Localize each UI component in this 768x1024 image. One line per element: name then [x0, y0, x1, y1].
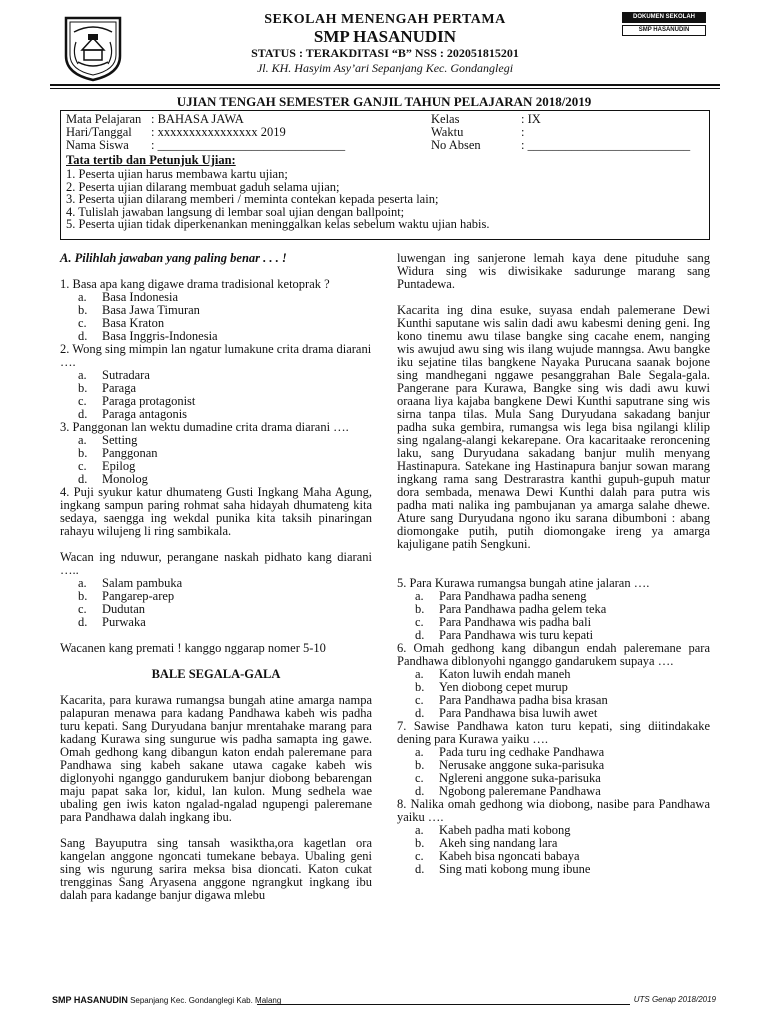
- option-letter: d.: [415, 862, 425, 876]
- option-text: Ngobong paleremane Pandhawa: [439, 784, 601, 798]
- question-2-options: [60, 369, 372, 421]
- header-divider: [50, 84, 720, 86]
- story-paragraph-2: Sang Bayuputra sing tansah wasiktha,ora kagetlan ora kangelan anggone ngoncati tumekane bebaya. Ubaling geni sing wis ngurung sarira meksa bisa dioncati. Katon cukat trengginas Sang Aryasena anggone ngrangkut ingkang ibu dalah para kadange banjur digawa mlebu: [60, 836, 372, 902]
- school-name: SMP HASANUDIN: [313, 27, 457, 46]
- option-letter: a.: [415, 823, 424, 837]
- option-letter: a.: [78, 290, 87, 304]
- footer-exam-code: UTS Genap 2018/2019: [633, 995, 716, 1004]
- question-5: 5. Para Kurawa rumangsa bungah atine jalaran ….: [397, 576, 650, 590]
- option-text: Basa Kraton: [102, 316, 165, 330]
- school-identity: [170, 12, 600, 75]
- option-text: Nerusake anggone suka-parisuka: [439, 758, 605, 772]
- option-letter: d.: [415, 706, 425, 720]
- rule-item: 1. Peserta ujian harus membawa kartu ujian;: [66, 167, 288, 181]
- student-info: [66, 113, 706, 152]
- option-letter: c.: [78, 602, 87, 616]
- option-text: Monolog: [102, 472, 148, 486]
- option-letter: c.: [415, 771, 424, 785]
- rules-list: [66, 168, 490, 231]
- option-text: Kabeh padha mati kobong: [439, 823, 571, 837]
- option-letter: d.: [78, 472, 88, 486]
- option-text: Dudutan: [102, 602, 146, 616]
- option-letter: c.: [415, 693, 424, 707]
- option-text: Para Pandhawa padha seneng: [439, 589, 587, 603]
- answer-option[interactable]: [60, 408, 372, 421]
- option-letter: b.: [415, 758, 425, 772]
- option-text: Para Pandhawa wis turu kepati: [439, 628, 594, 642]
- option-text: Setting: [102, 433, 138, 447]
- option-text: Panggonan: [102, 446, 158, 460]
- option-letter: a.: [415, 745, 424, 759]
- question-6-options: [397, 668, 710, 720]
- answer-option[interactable]: [60, 330, 372, 343]
- school-status: STATUS : TERAKDITASI “B” NSS : 202051815201: [251, 46, 519, 60]
- option-letter: a.: [415, 589, 424, 603]
- option-text: Paraga antagonis: [102, 407, 188, 421]
- option-text: Para Pandhawa padha gelem teka: [439, 602, 607, 616]
- option-text: Para Pandhawa padha bisa krasan: [439, 693, 608, 707]
- option-letter: b.: [415, 680, 425, 694]
- right-column: [397, 252, 710, 876]
- name-label: Nama Siswa: [66, 138, 129, 152]
- option-letter: a.: [78, 368, 87, 382]
- option-text: Basa Inggris-Indonesia: [102, 329, 218, 343]
- rule-item: 4. Tulislah jawaban langsung di lembar soal ujian dengan ballpoint;: [66, 204, 405, 219]
- date-label: Hari/Tanggal: [66, 125, 132, 139]
- question-4-passage: 4. Puji syukur katur dhumateng Gusti Ingkang Maha Agung, ingkang sampun paring rohmat saha hidayah dhumateng kita sedaya, saengga ing wekdal punika kita taksih pinaringan rahayu wilujeng li ring sambikala.: [60, 485, 372, 538]
- exam-title: UJIAN TENGAH SEMESTER GANJIL TAHUN PELAJARAN 2018/2019: [176, 94, 592, 109]
- question-6: 6. Omah gedhong kang dibangun endah paleremane para Pandhawa diblonyohi nganggo gandarukem supaya ….: [397, 641, 710, 668]
- option-letter: c.: [415, 615, 424, 629]
- absen-label: No Absen: [431, 138, 481, 152]
- option-text: Para Pandhawa wis padha bali: [439, 615, 592, 629]
- option-letter: c.: [415, 849, 424, 863]
- option-text: Pada turu ing cedhake Pandhawa: [439, 745, 605, 759]
- footer-school-name: SMP HASANUDIN: [52, 995, 128, 1005]
- question-4-options: [60, 577, 372, 629]
- rule-item: 2. Peserta ujian dilarang membuat gaduh selama ujian;: [66, 179, 340, 194]
- answer-option[interactable]: [397, 707, 710, 720]
- answer-option[interactable]: [60, 473, 372, 486]
- option-text: Akeh sing nandang lara: [439, 836, 558, 850]
- option-text: Katon luwih endah maneh: [439, 667, 571, 681]
- rules-title: Tata tertib dan Petunjuk Ujian:: [66, 153, 236, 167]
- school-emblem-icon: [60, 12, 126, 82]
- footer-school: [52, 995, 281, 1005]
- name-field[interactable]: : ______________________________: [151, 138, 346, 152]
- option-text: Salam pambuka: [102, 576, 183, 590]
- class-value: : IX: [521, 112, 541, 126]
- option-text: Sutradara: [102, 368, 150, 382]
- header-divider-thin: [50, 88, 720, 89]
- story-paragraph-4: Kacarita ing dina esuke, suyasa endah palemerane Dewi Kunthi saputane wis salin dadi awu kabesmi dening geni. Ing kono tinemu awu tilase bangke sing cacahe enem, nanging wis awujud awu sing wis ilang wujude manngsa. Awu bangke iku sejatine tilas bangkene Nayaka Purucana saanak bojone sing mandhegani nggawe pesanggrahan Bale Segala-gala. Pangerane para Kurawa, Bangke sing wis dadi awu kuwi oraana liya kajaba bangkene Dewi Kunthi saputrane sing wis sirna tanpa tilas. Mula Sang Duryudana sakadang banjur padha suka gembira, rumangsa wis lega bisa ngilangi klilip sing ngalang-alangi kekarepane. Ora kacaritaake reroncening laku, sang Duryudana sakadang banjur mulih menyang Hastinapura. Satekane ing Hastinapura banjur sowan marang ingkang rama sang Destrarastra kanthi gupuh-gupuh matur dora sembada, menawa Dewi Kunthi dalah para putra wis padha mati nalika ing pambujanan ya amarga salahe dhewe. Ature sang Duryudana ngono iku sarana dibumboni : abang diomongake putih, putih diomongake ireng ya amarga kajuligane patih Sengkuni.: [397, 303, 710, 551]
- option-text: Nglereni anggone suka-parisuka: [439, 771, 601, 785]
- option-letter: a.: [78, 433, 87, 447]
- option-letter: c.: [78, 316, 87, 330]
- answer-option[interactable]: [397, 863, 710, 876]
- option-letter: a.: [415, 667, 424, 681]
- option-text: Kabeh bisa ngoncati babaya: [439, 849, 580, 863]
- option-text: Purwaka: [102, 615, 146, 629]
- question-8-options: [397, 824, 710, 876]
- option-text: Yen diobong cepet murup: [439, 680, 568, 694]
- option-text: Paraga protagonist: [102, 394, 196, 408]
- option-letter: b.: [78, 589, 88, 603]
- answer-option[interactable]: [397, 785, 710, 798]
- question-3: 3. Panggonan lan wektu dumadine crita drama diarani ….: [60, 420, 349, 434]
- question-1: 1. Basa apa kang digawe drama tradisional ketoprak ?: [60, 277, 330, 291]
- rule-item: 5. Peserta ujian tidak diperkenankan meninggalkan kelas sebelum waktu ujian habis.: [66, 217, 490, 231]
- question-7-options: [397, 746, 710, 798]
- option-letter: d.: [78, 615, 88, 629]
- story-paragraph-1: Kacarita, para kurawa rumangsa bungah atine amarga nampa palapuran menawa para kadang Pandhawa kabeh wis padha turu kepati. Sang Duryudana banjur mrentahake marang para kadang Kurawa sing sungurue wis padha samapta ing gawe. Omah gedhong kang dibangun katon endah paleremane para Pandhawa sing kabeh sakane utawa cagake kabeh wis diglonyohi nganggo gandurukem banjur diobong bebarengan maju papat saka lor, kidul, lan kulon. Mung sedhela wae ubaling gen iwis katon ngalad-ngalad ngupengi paleremane para Pandhawa dalah ingkang ibu.: [60, 693, 372, 824]
- story-paragraph-3: luwengan ing sanjerone lemah kaya dene pituduhe sang Widura sing wis diwisikake sadurunge marang sang Puntadewa.: [397, 251, 710, 291]
- option-text: Sing mati kobong mung ibune: [439, 862, 591, 876]
- question-7: 7. Sawise Pandhawa katon turu kepati, sing diitindakake dening para Kurawa yaiku ….: [397, 719, 710, 746]
- option-letter: b.: [78, 303, 88, 317]
- story-title: BALE SEGALA-GALA: [151, 667, 281, 681]
- option-text: Pangarep-arep: [102, 589, 175, 603]
- badge-title: DOKUMEN SEKOLAH: [622, 12, 706, 23]
- subject-value: : BAHASA JAWA: [151, 112, 244, 126]
- school-level: SEKOLAH MENENGAH PERTAMA: [264, 12, 506, 27]
- subject-label: Mata Pelajaran: [66, 112, 142, 126]
- time-label: Waktu: [431, 125, 464, 139]
- option-text: Para Pandhawa bisa luwih awet: [439, 706, 598, 720]
- option-letter: d.: [78, 329, 88, 343]
- option-letter: d.: [78, 407, 88, 421]
- left-column: [60, 252, 372, 902]
- class-label: Kelas: [431, 112, 460, 126]
- option-letter: b.: [415, 836, 425, 850]
- rule-item: 3. Peserta ujian dilarang memberi / meminta contekan kepada peserta lain;: [66, 192, 439, 206]
- answer-option[interactable]: [397, 629, 710, 642]
- question-4: Wacan ing nduwur, perangane naskah pidhato kang diarani …..: [60, 550, 372, 577]
- date-value: : xxxxxxxxxxxxxxxx 2019: [151, 125, 286, 139]
- option-text: Basa Indonesia: [102, 290, 179, 304]
- option-letter: b.: [78, 446, 88, 460]
- question-2: 2. Wong sing mimpin lan ngatur lumakune crita drama diarani ….: [60, 342, 372, 369]
- section-a-title: A. Pilihlah jawaban yang paling benar . . . !: [60, 251, 287, 265]
- option-letter: d.: [415, 784, 425, 798]
- option-letter: c.: [78, 459, 87, 473]
- question-8: 8. Nalika omah gedhong wia diobong, nasibe para Pandhawa yaiku ….: [397, 797, 710, 824]
- option-letter: d.: [415, 628, 425, 642]
- option-letter: c.: [78, 394, 87, 408]
- option-letter: a.: [78, 576, 87, 590]
- answer-option[interactable]: [60, 616, 372, 629]
- question-5-options: [397, 590, 710, 642]
- letterhead: [0, 0, 768, 84]
- option-text: Paraga: [102, 381, 137, 395]
- question-3-options: [60, 434, 372, 486]
- footer-address: Sepanjang Kec. Gondanglegi Kab. Malang: [127, 996, 282, 1005]
- document-badge: [622, 12, 706, 36]
- option-letter: b.: [78, 381, 88, 395]
- exam-info-box: [60, 110, 710, 240]
- time-value: :: [521, 125, 525, 139]
- reading-instruction: Wacanen kang premati ! kanggo nggarap nomer 5-10: [60, 641, 326, 655]
- question-1-options: [60, 291, 372, 343]
- school-address: Jl. KH. Hasyim Asy’ari Sepanjang Kec. Gondanglegi: [256, 61, 514, 75]
- absen-field[interactable]: : __________________________: [521, 138, 691, 152]
- option-letter: b.: [415, 602, 425, 616]
- badge-school: SMP HASANUDIN: [622, 25, 706, 36]
- option-text: Basa Jawa Timuran: [102, 303, 200, 317]
- option-text: Epilog: [102, 459, 136, 473]
- footer-rule: [257, 1004, 630, 1005]
